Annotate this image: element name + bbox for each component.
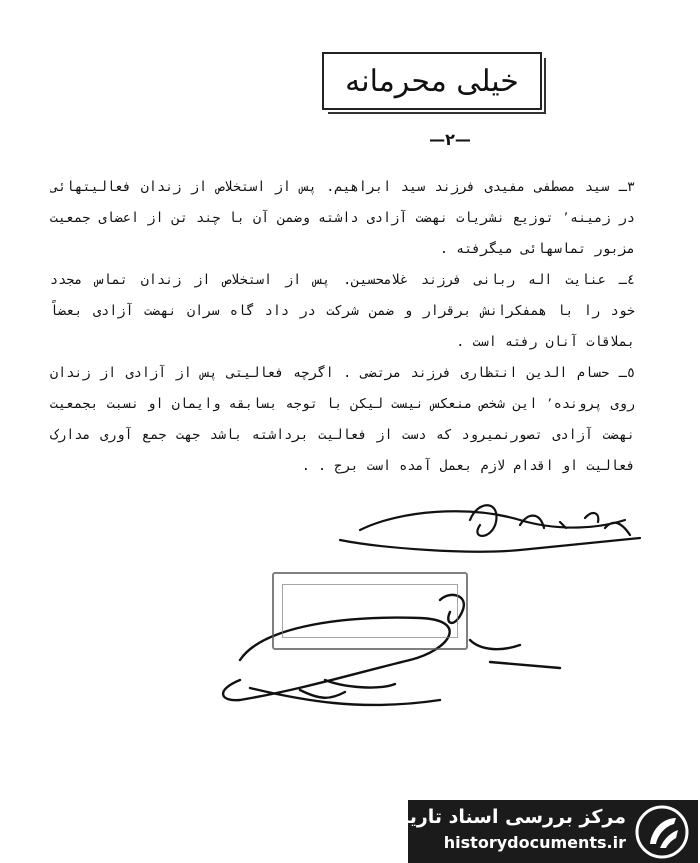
body-line: ٥ـ حسام الدین انتظاری فرزند مرتضی . اگرچه فعالیتی پس از آزادی از زندان [50,365,635,381]
office-stamp-inner-frame [282,584,458,638]
archive-website: historydocuments.ir [443,833,626,852]
body-line: ٤ـ عنایت اله ربانی فرزند غلامحسین. پس از استخلاص از زندان تماس مجدد [50,272,635,288]
page-number: —٢— [429,130,471,149]
office-stamp [272,572,468,650]
document-body [50,172,635,482]
signature-upper [340,505,640,551]
archive-watermark [376,800,698,863]
classification-label: خیلی محرمانه [345,63,519,99]
archive-name: مرکز بررسی اسناد تاریخی [376,806,626,828]
archive-emblem-icon [634,804,690,860]
body-line: در زمینه٬ توزیع نشریات نهضت آزادی داشته وضمن آن با چند تن از اعضای جمعیت [50,210,635,226]
classification-stamp [322,52,542,110]
body-line: نهضت آزادی تصورنمیرود که دست از فعالیت برداشته باشد جهت جمع آوری مدارک [50,427,635,443]
body-line: بملاقات آنان رفته است . [456,334,635,350]
body-line: روی پرونده٬ این شخص منعکس نیست لیکن با توجه بسابقه وایمان او نسبت بجمعیت [50,396,635,412]
body-line: خود را با همفکرانش برقرار و ضمن شرکت در داد گاه سران نهضت آزادی بعضاً [50,303,635,319]
body-line: فعالیت او اقدام لازم بعمل آمده است برج . . [301,458,635,474]
body-line: ٣ـ سید مصطفی مفیدی فرزند سید ابراهیم. پس از استخلاص از زندان فعالیتهائی [50,179,635,195]
body-line: مزبور تماسهائی میگرفته . [439,241,635,257]
